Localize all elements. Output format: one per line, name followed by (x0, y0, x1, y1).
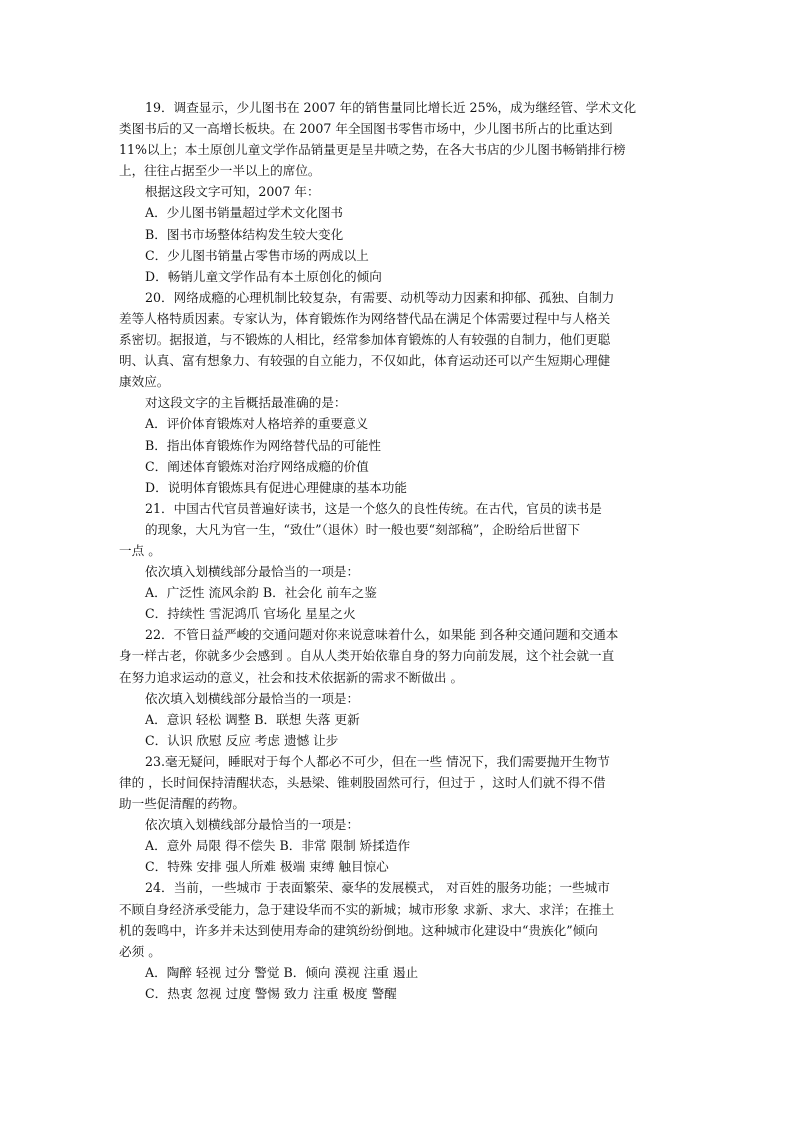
text-line: 依次填入划横线部分最恰当的一项是： (145, 564, 360, 580)
answer-option-line: A．陶醉 轻视 过分 警觉 B．倾向 漠视 注重 遏止 (145, 964, 419, 980)
text-line: 24．当前，一些城市 于表面繁荣、豪华的发展模式， 对百姓的服务功能；一些城市 (145, 880, 610, 896)
answer-option-line: D．说明体育锻炼具有促进心理健康的基本功能 (145, 479, 407, 495)
answer-option-line: C．阐述体育锻炼对治疗网络成瘾的价值 (145, 458, 369, 474)
text-line: 康效应。 (119, 374, 170, 390)
answer-option-line: C．特殊 安排 强人所难 极端 束缚 触目惊心 (145, 859, 389, 875)
answer-option-line: A．评价体育锻炼对人格培养的重要意义 (145, 416, 369, 432)
text-lines (119, 97, 679, 1004)
document-body (119, 97, 679, 1004)
answer-option-line: A．意外 局限 得不偿失 B．非常 限制 矫揉造作 (145, 838, 411, 854)
text-line: 对这段文字的主旨概括最准确的是： (145, 395, 347, 411)
answer-option-line: C．认识 欣慰 反应 考虑 遗憾 让步 (145, 732, 339, 748)
text-line: 一点 。 (119, 542, 161, 558)
answer-option-line: A．意识 轻松 调整 B．联想 失落 更新 (145, 711, 360, 727)
text-line: 根据这段文字可知，2007 年： (145, 184, 320, 200)
text-line: 律的 ，长时间保持清醒状态，头悬梁、锥刺股固然可行，但过于 ，这时人们就不得不借 (119, 775, 606, 790)
answer-option-line: B．指出体育锻炼作为网络替代品的可能性 (145, 437, 381, 453)
text-line: 21．中国古代官员普遍好读书，这是一个悠久的良性传统。在古代，官员的读书是 (145, 500, 602, 516)
text-line: 明、认真、富有想象力、有较强的自立能力，不仅如此，体育运动还可以产生短期心理健 (119, 353, 611, 369)
text-line: 在努力追求运动的意义，社会和技术依据新的需求不断做出 。 (119, 669, 464, 685)
answer-option-line: A．广泛性 流风余韵 B．社会化 前车之鉴 (145, 585, 377, 601)
text-line: 类图书后的又一高增长板块。在 2007 年全国图书零售市场中，少儿图书所占的比重达到 (119, 121, 613, 137)
text-line: 差等人格特质因素。专家认为，体育锻炼作为网络替代品在满足个体需要过程中与人格关 (119, 310, 611, 326)
text-line: 助一些促清醒的药物。 (119, 796, 245, 812)
text-line: 身一样古老，你就多少会感到 。自从人类开始依靠自身的努力向前发展，这个社会就一直 (119, 648, 615, 664)
text-line: 依次填入划横线部分最恰当的一项是： (145, 817, 360, 833)
answer-option-line: C．少儿图书销量占零售市场的两成以上 (145, 247, 369, 263)
text-line: 不顾自身经济承受能力，急于建设华而不实的新城；城市形象 求新、求大、求洋；在推土 (119, 901, 615, 917)
text-line: 22．不管日益严峻的交通问题对你来说意味着什么，如果能 到各种交通问题和交通本 (145, 627, 619, 643)
text-line: 20．网络成瘾的心理机制比较复杂，有需要、动机等动力因素和抑郁、孤独、自制力 (145, 289, 615, 305)
text-line: 23.毫无疑问，睡眠对于每个人都必不可少，但在一些 情况下，我们需要抛开生物节 (145, 753, 610, 769)
text-line: 的现象，大凡为官一生，“致仕”（退休）时一般也要“刻部稿”，企盼给后世留下 (145, 521, 581, 537)
text-line: 上，往往占据至少一半以上的席位。 (119, 163, 321, 179)
text-line: 机的轰鸣中，许多并未达到使用寿命的建筑纷纷倒地。这种城市化建设中“贵族化”倾向 (119, 922, 598, 938)
answer-option-line: A．少儿图书销量超过学术文化图书 (145, 205, 344, 221)
answer-option-line: C．持续性 雪泥鸿爪 官场化 星星之火 (145, 606, 356, 622)
answer-option-line: C．热衷 忽视 过度 警惕 致力 注重 极度 警醒 (145, 985, 397, 1001)
text-line: 必须 。 (119, 943, 161, 959)
text-line: 依次填入划横线部分最恰当的一项是： (145, 690, 360, 706)
answer-option-line: B．图书市场整体结构发生较大变化 (145, 226, 344, 242)
text-line: 11%以上；本土原创儿童文学作品销量更是呈井喷之势，在各大书店的少儿图书畅销排行榜 (119, 142, 626, 158)
text-line: 系密切。据报道，与不锻炼的人相比，经常参加体育锻炼的人有较强的自制力，他们更聪 (119, 332, 611, 348)
text-line: 19．调查显示，少儿图书在 2007 年的销售量同比增长近 25%，成为继经管、学术文化 (145, 100, 637, 115)
answer-option-line: D．畅销儿童文学作品有本土原创化的倾向 (145, 268, 382, 284)
